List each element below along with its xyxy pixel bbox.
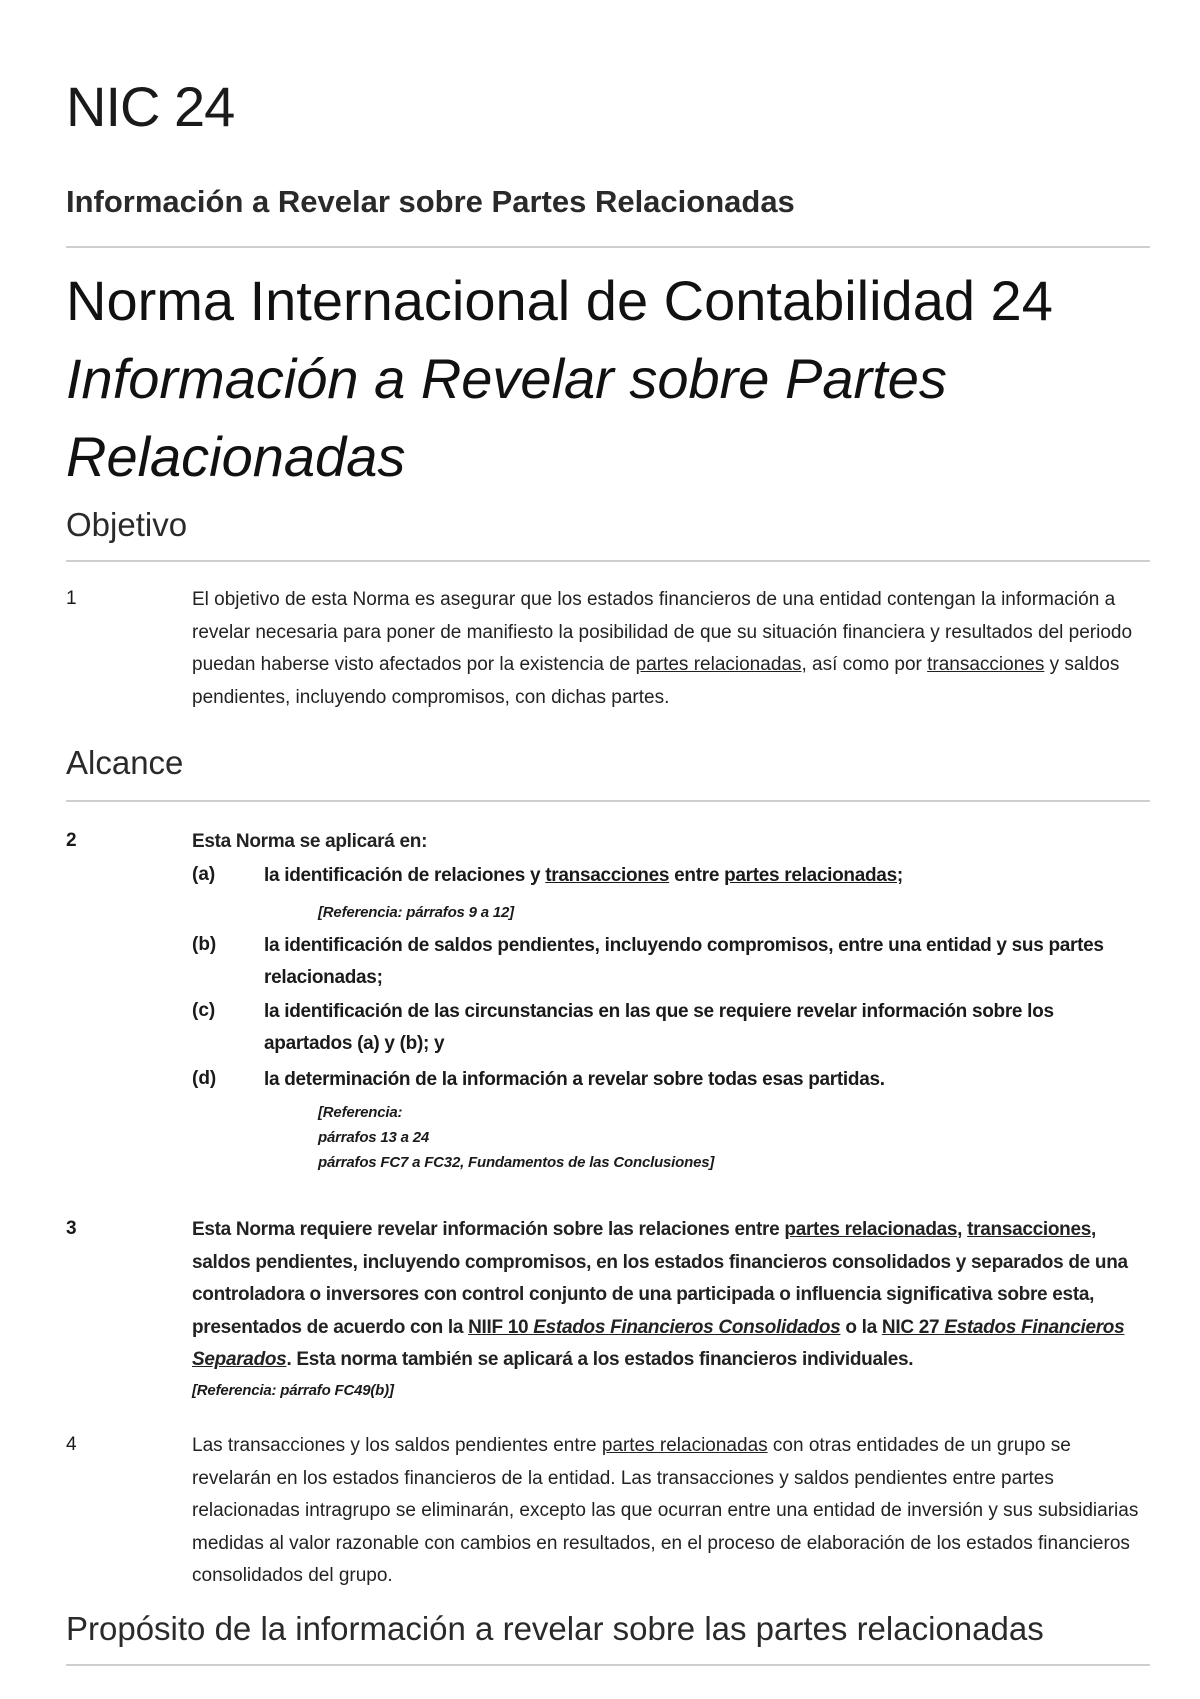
- link-partes-relacionadas[interactable]: partes relacionadas: [784, 1219, 958, 1240]
- paragraph-number: 4: [66, 1434, 77, 1455]
- item-letter: (a): [192, 864, 216, 885]
- item-c: la identificación de las circunstancias en las que se requiere revelar información sobre los apartados (a) y (b); y: [264, 1001, 1054, 1054]
- item-letter: (d): [192, 1068, 217, 1089]
- paragraph-1: [192, 584, 1142, 714]
- standard-subtitle: Información a Revelar sobre Partes Relacionadas: [66, 184, 795, 219]
- p4-text: con otras entidades de un grupo se revelarán en los estados financieros de la entidad. Las transacciones y saldos pendientes entre partes relacionadas intragrupo se eliminarán, excepto las que ocurran entre una entidad de inversión y sus subsidiarias medidas al valor razonable con cambios en resultados, en el proceso de elaboración de los estados financieros consolidados del grupo.: [192, 1435, 1139, 1586]
- paragraph-number: 1: [66, 588, 77, 609]
- p3-text: ,: [957, 1219, 968, 1240]
- link-partes-relacionadas[interactable]: partes relacionadas;: [724, 865, 903, 886]
- link-niif-10-title: Estados Financieros Consolidados: [533, 1316, 841, 1338]
- reference-note: [Referencia: párrafo FC49(b)]: [192, 1382, 394, 1399]
- section-heading-proposito: Propósito de la información a revelar sobre las partes relacionadas: [66, 1610, 1044, 1647]
- p3-text: . Esta norma también se aplicará a los estados financieros individuales.: [286, 1349, 914, 1370]
- link-partes-relacionadas[interactable]: partes relacionadas: [635, 654, 802, 675]
- section-heading-objetivo: Objetivo: [66, 506, 188, 543]
- divider: [66, 246, 1150, 248]
- standard-code: NIC 24: [66, 75, 235, 138]
- paragraph-4: [192, 1430, 1142, 1593]
- p4-text: Las transacciones y los saldos pendientes entre: [192, 1435, 602, 1456]
- link-nic-27-code: NIC 27: [881, 1316, 940, 1338]
- link-transacciones[interactable]: transacciones: [927, 654, 1045, 675]
- item-a: [264, 860, 1144, 892]
- paragraph-3: [192, 1214, 1142, 1377]
- link-niif-10[interactable]: [468, 1317, 840, 1338]
- item-a-text: la identificación de relaciones y: [264, 865, 546, 886]
- link-niif-10-code: NIIF 10: [468, 1316, 529, 1338]
- reference-note: [Referencia: párrafos 9 a 12]: [318, 904, 514, 921]
- link-transacciones[interactable]: transacciones: [967, 1219, 1092, 1240]
- standard-title: [66, 262, 1156, 496]
- paragraph-number: 3: [66, 1218, 77, 1239]
- divider: [66, 1664, 1150, 1666]
- title-line-2: Información a Revelar sobre Partes: [66, 347, 947, 410]
- paragraph-2-intro: Esta Norma se aplicará en:: [192, 831, 428, 852]
- p3-text: o la: [840, 1316, 882, 1338]
- link-partes-relacionadas[interactable]: partes relacionadas: [601, 1435, 768, 1456]
- reference-line: párrafos 13 a 24: [318, 1129, 430, 1146]
- title-line-3: Relacionadas: [66, 425, 406, 488]
- p1-text: y saldos pendientes, incluyendo compromisos, con dichas partes.: [192, 654, 1120, 708]
- divider: [66, 800, 1150, 802]
- p1-text: , así como por: [801, 654, 928, 675]
- divider: [66, 560, 1150, 562]
- item-a-text: entre: [669, 865, 725, 886]
- p1-text: El objetivo de esta Norma es asegurar que los estados financieros de una entidad contengan la información a revelar necesaria para poner de manifiesto la posibilidad de que su situación financiera y resultados del periodo puedan haberse visto afectados por la existencia de: [192, 589, 1133, 675]
- p3-text: , saldos pendientes, incluyendo compromisos, en los estados financieros consolidados y separados de una controladora o inversores con control conjunto de una participada o influencia significativa sobre esta, presentados de acuerdo con la: [192, 1219, 1128, 1338]
- item-b: la identificación de saldos pendientes, incluyendo compromisos, entre una entidad y sus partes relacionadas;: [264, 935, 1104, 988]
- reference-line: párrafos FC7 a FC32, Fundamentos de las Conclusiones]: [318, 1154, 715, 1171]
- p3-text: Esta Norma requiere revelar información sobre las relaciones entre: [192, 1219, 785, 1240]
- section-heading-alcance: Alcance: [66, 744, 184, 781]
- title-line-1: Norma Internacional de Contabilidad 24: [66, 269, 1053, 332]
- item-d: la determinación de la información a revelar sobre todas esas partidas.: [264, 1069, 885, 1090]
- link-nic-27-title: Estados Financieros Separados: [192, 1316, 1125, 1370]
- link-transacciones[interactable]: transacciones: [545, 865, 670, 886]
- item-letter: (b): [192, 934, 217, 955]
- paragraph-number: 2: [66, 830, 77, 851]
- reference-line: [Referencia:: [318, 1104, 403, 1121]
- item-letter: (c): [192, 1000, 216, 1021]
- reference-note: [318, 1100, 714, 1175]
